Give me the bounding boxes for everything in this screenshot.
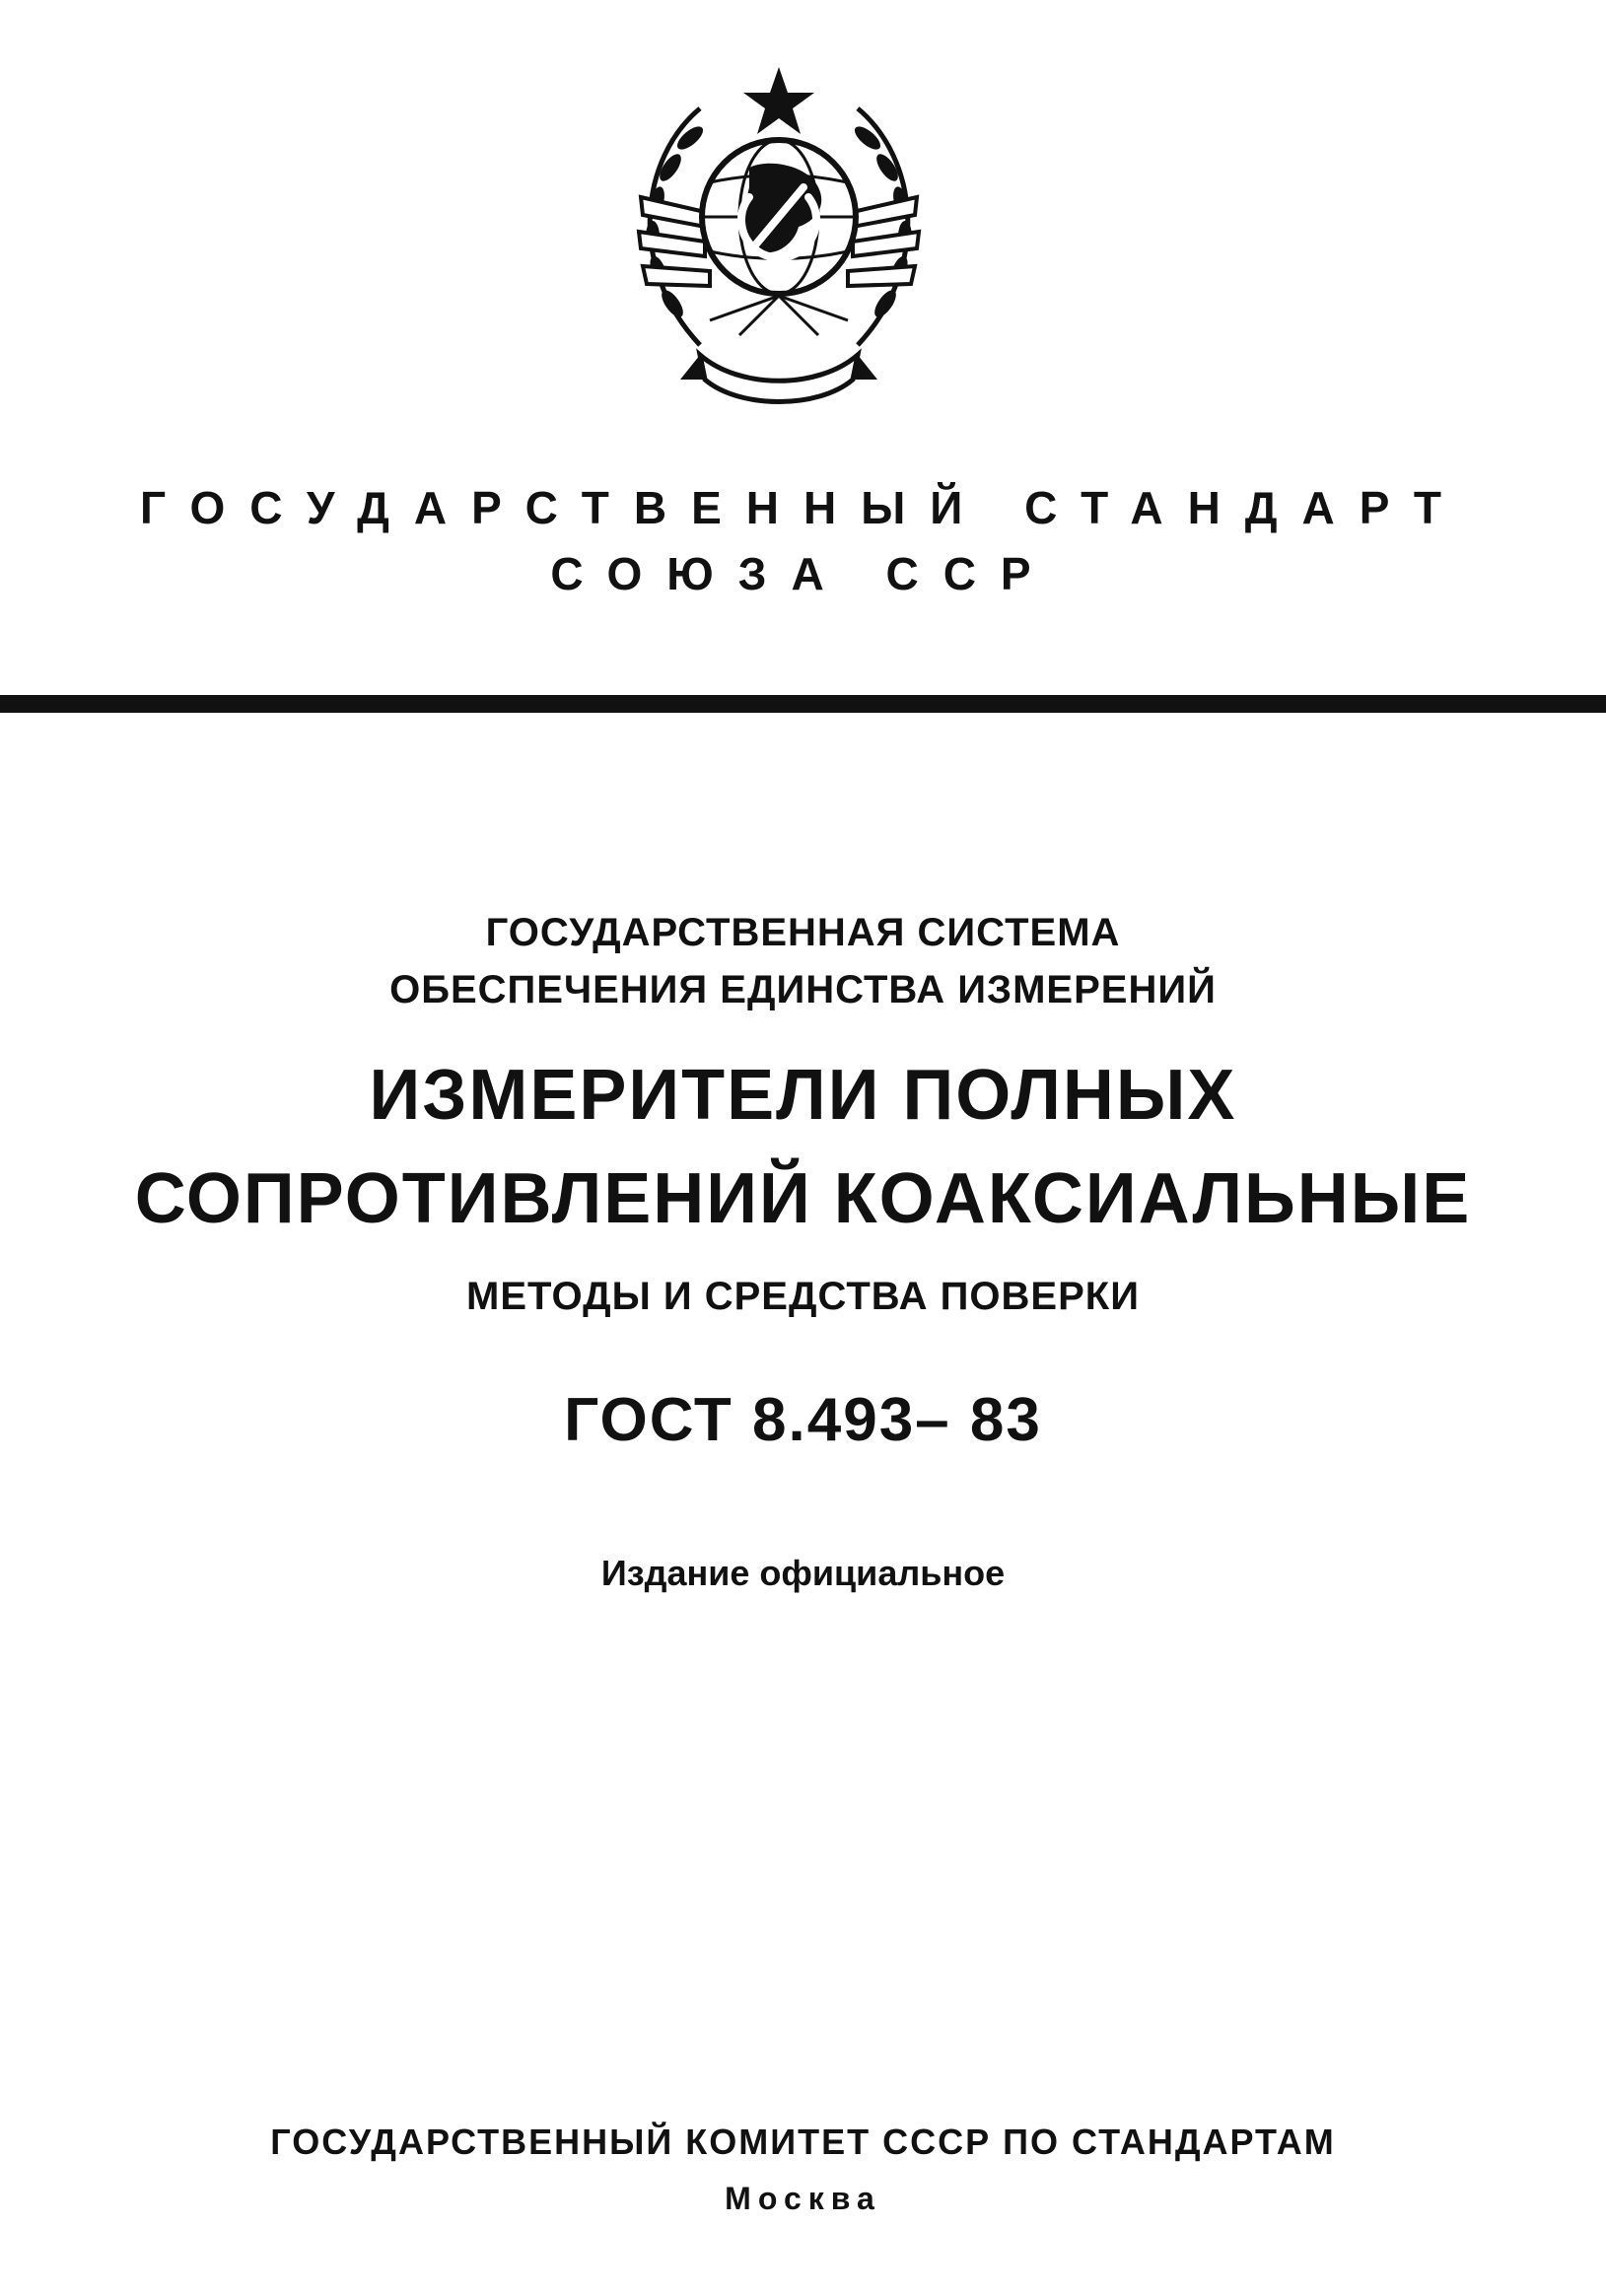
standard-number: ГОСТ 8.493– 83	[564, 1386, 1042, 1454]
document-title-line2: СОПРОТИВЛЕНИЙ КОАКСИАЛЬНЫЕ	[134, 1159, 1472, 1238]
star-icon	[743, 67, 814, 134]
document-title-line1: ИЗМЕРИТЕЛИ ПОЛНЫХ	[369, 1056, 1237, 1135]
ussr-coat-of-arms-icon	[582, 49, 976, 444]
header-title: ГОСУДАРСТВЕННЫЙ СТАНДАРТ	[140, 482, 1466, 533]
publication-city: Москва	[725, 2181, 881, 2216]
series-title-line1: ГОСУДАРСТВЕННАЯ СИСТЕМА	[485, 911, 1121, 954]
document-subtitle: МЕТОДЫ И СРЕДСТВА ПОВЕРКИ	[466, 1275, 1140, 1318]
series-title-line2: ОБЕСПЕЧЕНИЯ ЕДИНСТВА ИЗМЕРЕНИЙ	[389, 968, 1217, 1011]
header-subtitle: СОЮЗА ССР	[550, 548, 1056, 599]
ribbon	[700, 355, 858, 402]
horizontal-rule	[0, 695, 1606, 713]
publisher: ГОСУДАРСТВЕННЫЙ КОМИТЕТ СССР ПО СТАНДАРТАМ	[270, 2122, 1336, 2162]
edition-note: Издание официальное	[600, 1553, 1006, 1593]
